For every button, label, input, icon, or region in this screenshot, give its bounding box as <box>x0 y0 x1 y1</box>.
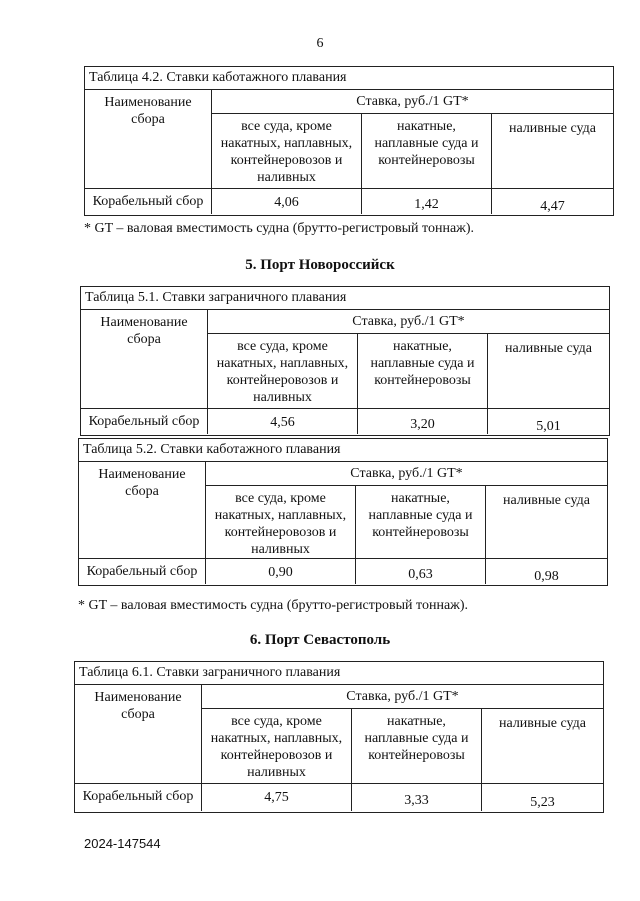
value-roro: 0,63 <box>355 558 485 584</box>
table-5-1 <box>80 286 610 436</box>
subheader-general: все суда, кроме накатных, наплавных, контейнеровозов и наливных <box>211 114 361 188</box>
section-heading: 6. Порт Севастополь <box>249 632 391 648</box>
subheader-roro: накатные, наплавные суда и контейнеровозы <box>357 334 487 408</box>
table-4-2 <box>84 66 614 216</box>
table-title: Таблица 5.2. Ставки каботажного плавания <box>79 439 607 462</box>
row-label: Корабельный сбор <box>79 558 205 584</box>
column-header-name: Наименование сбора <box>100 315 188 347</box>
column-header-name: Наименование сбора <box>104 95 192 127</box>
rate-header: Ставка, руб./1 GT* <box>211 90 613 114</box>
subheader-tanker: наливные суда <box>481 709 603 783</box>
subheader-general: все суда, кроме накатных, наплавных, контейнеровозов и наливных <box>207 334 357 408</box>
subheader-roro: накатные, наплавные суда и контейнеровозы <box>355 486 485 558</box>
value-tanker: 5,01 <box>487 408 609 434</box>
subheader-roro: накатные, наплавные суда и контейнеровозы <box>361 114 491 188</box>
value-general: 4,56 <box>207 408 357 434</box>
table-6-1 <box>74 661 604 813</box>
section-heading: 5. Порт Новороссийск <box>245 257 395 273</box>
rate-header: Ставка, руб./1 GT* <box>205 462 607 486</box>
table-title: Таблица 4.2. Ставки каботажного плавания <box>85 67 613 90</box>
column-header-name: Наименование сбора <box>98 467 186 499</box>
table-5-2 <box>78 438 608 586</box>
value-roro: 1,42 <box>361 188 491 214</box>
value-tanker: 5,23 <box>481 783 603 811</box>
value-general: 4,06 <box>211 188 361 214</box>
subheader-roro: накатные, наплавные суда и контейнеровозы <box>351 709 481 783</box>
table-title: Таблица 6.1. Ставки заграничного плавания <box>75 662 603 685</box>
subheader-general: все суда, кроме накатных, наплавных, контейнеровозов и наливных <box>205 486 355 558</box>
page-number: 6 <box>316 36 324 51</box>
column-header-name: Наименование сбора <box>94 690 182 722</box>
value-roro: 3,20 <box>357 408 487 434</box>
subheader-tanker: наливные суда <box>485 486 607 558</box>
subheader-general: все суда, кроме накатных, наплавных, контейнеровозов и наливных <box>201 709 351 783</box>
value-tanker: 4,47 <box>491 188 613 214</box>
row-label: Корабельный сбор <box>85 188 211 214</box>
footnote: * GT – валовая вместимость судна (брутто-регистровый тоннаж). <box>78 598 468 613</box>
subheader-tanker: наливные суда <box>487 334 609 408</box>
table-title: Таблица 5.1. Ставки заграничного плавания <box>81 287 609 310</box>
footnote: * GT – валовая вместимость судна (брутто-регистровый тоннаж). <box>84 221 474 236</box>
value-general: 4,75 <box>201 783 351 811</box>
value-tanker: 0,98 <box>485 558 607 584</box>
row-label: Корабельный сбор <box>81 408 207 434</box>
rate-header: Ставка, руб./1 GT* <box>201 685 603 709</box>
subheader-tanker: наливные суда <box>491 114 613 188</box>
value-roro: 3,33 <box>351 783 481 811</box>
document-number: 2024-147544 <box>84 836 161 851</box>
value-general: 0,90 <box>205 558 355 584</box>
row-label: Корабельный сбор <box>75 783 201 811</box>
rate-header: Ставка, руб./1 GT* <box>207 310 609 334</box>
